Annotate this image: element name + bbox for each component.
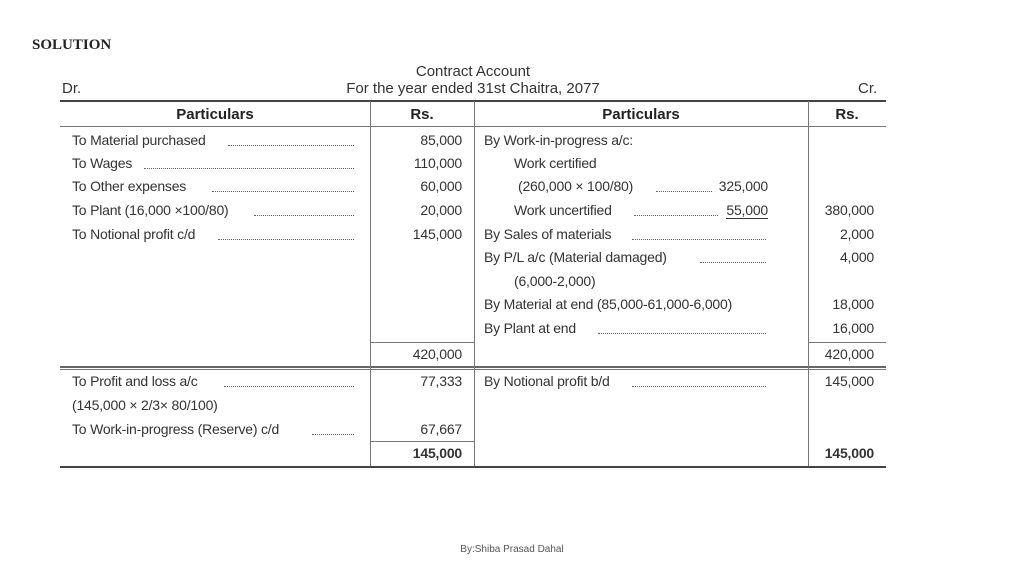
credit-wip-heading: By Work-in-progress a/c: — [484, 132, 633, 148]
dot-leader — [144, 168, 354, 169]
credit-label: Cr. — [858, 80, 878, 97]
credit-wip-total: 380,000 — [824, 202, 874, 218]
debit-row-label: To Notional profit c/d — [72, 226, 196, 242]
total-left-second: 145,000 — [412, 445, 462, 461]
header-rs-left: Rs. — [410, 106, 434, 123]
second-debit-pl-calc: (145,000 × 2/3× 80/100) — [72, 397, 218, 413]
credit-plant-end-label: By Plant at end — [484, 320, 576, 336]
account-title: Contract Account — [415, 63, 531, 80]
dot-leader — [700, 262, 766, 263]
header-rs-right: Rs. — [835, 106, 859, 123]
credit-sales-label: By Sales of materials — [484, 226, 612, 242]
credit-work-certified: Work certified — [514, 155, 597, 171]
debit-row-amount: 110,000 — [413, 155, 462, 171]
section-divider-2 — [60, 369, 886, 370]
underlined-amount: 55,000 — [726, 202, 768, 218]
dot-leader — [598, 333, 766, 334]
dot-leader — [632, 386, 766, 387]
debit-row-label: To Wages — [72, 155, 133, 171]
debit-row-amount: 85,000 — [420, 132, 462, 148]
credit-sales-amount: 2,000 — [839, 226, 874, 242]
second-credit-amount: 145,000 — [824, 373, 874, 389]
credit-work-certified-amount: 325,000 — [718, 178, 768, 194]
dot-leader — [218, 239, 354, 240]
author-footer: By:Shiba Prasad Dahal — [460, 544, 564, 555]
second-debit-reserve-amount: 67,667 — [420, 421, 462, 437]
debit-row-amount: 145,000 — [412, 226, 462, 242]
column-divider — [370, 101, 371, 466]
total-right-second: 145,000 — [824, 445, 874, 461]
total-rule-left-top — [370, 342, 474, 343]
column-divider — [808, 101, 809, 466]
header-particulars-right: Particulars — [602, 106, 680, 123]
section-divider-1 — [60, 366, 886, 368]
table-bottom-rule — [60, 466, 886, 468]
account-period: For the year ended 31st Chaitra, 2077 — [346, 80, 600, 97]
total-rule-right-top — [808, 342, 886, 343]
credit-work-uncertified: Work uncertified — [514, 202, 612, 218]
column-divider — [474, 101, 475, 466]
debit-row-amount: 60,000 — [420, 178, 462, 194]
credit-material-end-amount: 18,000 — [832, 296, 874, 312]
debit-row-label: To Other expenses — [72, 178, 187, 194]
dot-leader — [632, 239, 766, 240]
credit-pl-amount: 4,000 — [839, 249, 874, 265]
section-heading: SOLUTION — [32, 37, 112, 53]
debit-row-label: To Material purchased — [72, 132, 206, 148]
credit-pl-label: By P/L a/c (Material damaged) — [484, 249, 667, 265]
credit-work-certified-calc: (260,000 × 100/80) — [518, 178, 634, 194]
second-debit-pl-amount: 77,333 — [420, 373, 462, 389]
credit-plant-end-amount: 16,000 — [832, 320, 874, 336]
credit-material-end-label: By Material at end (85,000-61,000-6,000) — [484, 296, 733, 312]
second-debit-pl-label: To Profit and loss a/c — [72, 373, 198, 389]
dot-leader — [312, 434, 354, 435]
total-right-first: 420,000 — [824, 346, 874, 362]
dot-leader — [224, 386, 354, 387]
total-rule-left-bottom — [370, 441, 474, 442]
debit-row-amount: 20,000 — [420, 202, 462, 218]
debit-row-label: To Plant (16,000 ×100/80) — [72, 202, 229, 218]
header-particulars-left: Particulars — [176, 106, 254, 123]
dot-leader — [228, 145, 354, 146]
dot-leader — [254, 215, 354, 216]
table-top-rule — [60, 100, 886, 102]
header-rule — [60, 126, 886, 127]
second-credit-label: By Notional profit b/d — [484, 373, 610, 389]
credit-work-uncertified-amount — [704, 201, 768, 219]
debit-label: Dr. — [62, 80, 82, 97]
second-debit-reserve-label: To Work-in-progress (Reserve) c/d — [72, 421, 280, 437]
credit-pl-calc: (6,000-2,000) — [514, 273, 596, 289]
dot-leader — [212, 191, 354, 192]
total-left-first: 420,000 — [412, 346, 462, 362]
